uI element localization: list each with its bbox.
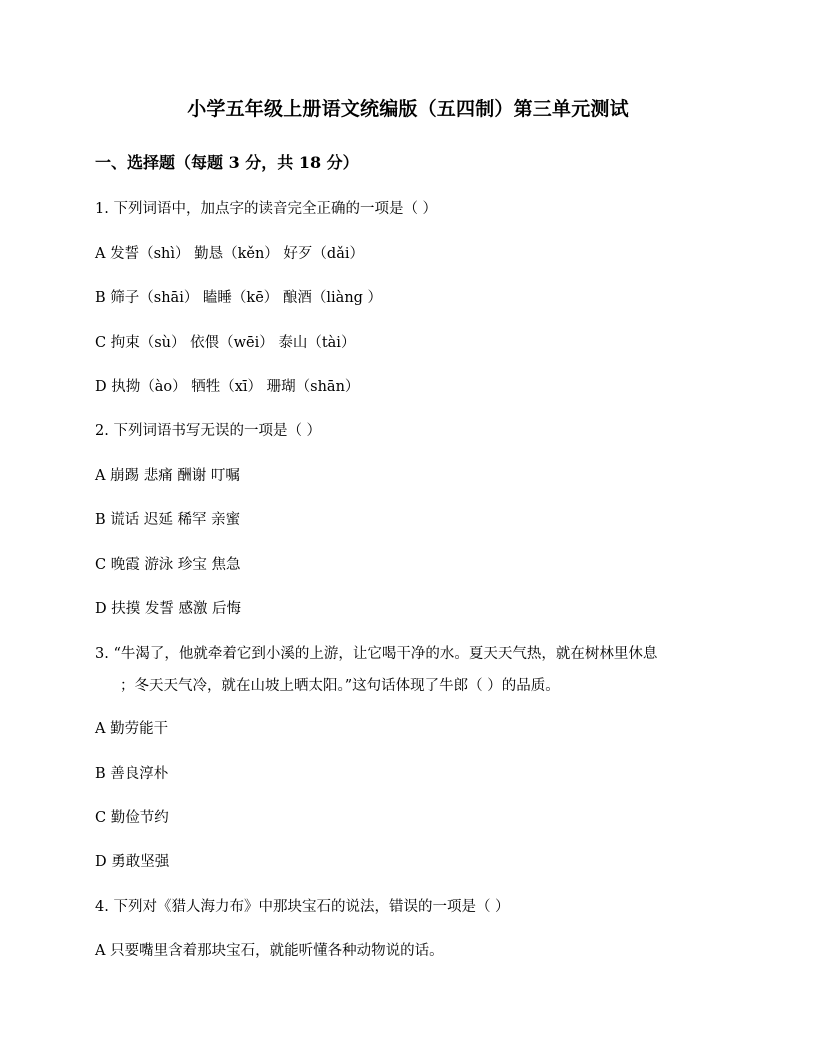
question-4-stem: 4. 下列对《猎人海力布》中那块宝石的说法，错误的一项是（ ）	[95, 899, 510, 915]
question-2-option-a: A 崩踢 悲痛 酬谢 叮嘱	[95, 468, 240, 484]
question-3-option-b: B 善良淳朴	[95, 766, 169, 782]
question-2-option-b: B 谎话 迟延 稀罕 亲蜜	[95, 512, 241, 528]
question-3-option-a: A 勤劳能干	[95, 721, 169, 737]
question-2-stem: 2. 下列词语书写无误的一项是（ ）	[95, 423, 322, 439]
question-1-stem: 1. 下列词语中，加点字的读音完全正确的一项是（ ）	[95, 201, 438, 217]
section-heading: 一、选择题（每题 3 分，共 18 分）	[95, 153, 359, 172]
question-2-option-c: C 晚霞 游泳 珍宝 焦急	[95, 557, 241, 573]
question-3-option-d: D 勇敢坚强	[95, 854, 170, 870]
question-3-stem-line-1: 3. “牛渴了，他就牵着它到小溪的上游，让它喝干净的水。夏天天气热，就在树林里休息	[95, 646, 658, 662]
question-1-option-d: D 执拗（ào） 牺牲（xī） 珊瑚（shān）	[95, 379, 360, 395]
document-title: 小学五年级上册语文统编版（五四制）第三单元测试	[187, 98, 629, 120]
question-1-option-c: C 拘束（sù） 依偎（wēi） 泰山（tài）	[95, 335, 356, 351]
question-3-option-c: C 勤俭节约	[95, 810, 169, 826]
question-1-option-b: B 筛子（shāi） 瞌睡（kē） 酿酒（liàng ）	[95, 290, 383, 306]
question-3-stem-line-2: ；冬天天气冷，就在山坡上晒太阳。”这句话体现了牛郎（ ）的品质。	[120, 678, 560, 694]
question-4-option-a: A 只要嘴里含着那块宝石，就能听懂各种动物说的话。	[95, 943, 444, 959]
question-1-option-a: A 发誓（shì） 勤恳（kěn） 好歹（dǎi）	[95, 246, 364, 262]
question-2-option-d: D 扶摸 发誓 感激 后悔	[95, 601, 242, 617]
